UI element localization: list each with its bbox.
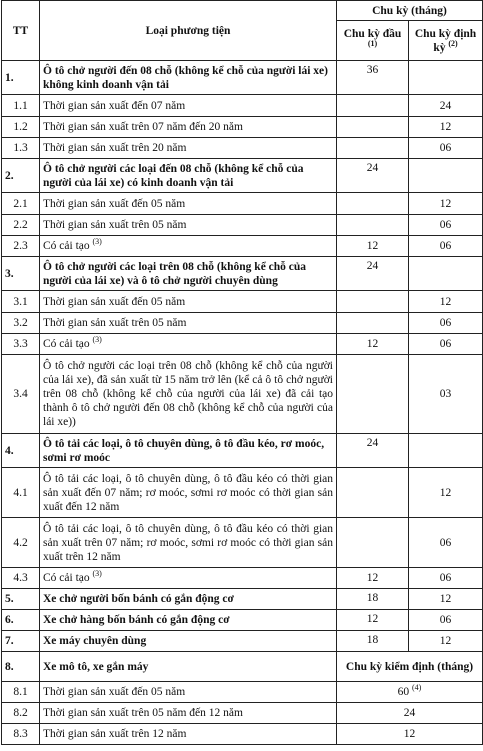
row-label: Thời gian sản xuất trên 05 năm đến 12 năm (40, 703, 337, 724)
periodic-cycle-value: 12 (409, 117, 483, 138)
first-cycle-value: 12 (337, 334, 409, 355)
row-number: 1. (2, 61, 40, 95)
row-label: Thời gian sản xuất đến 05 năm (40, 291, 337, 313)
inspection-cycle-table (1, 0, 483, 745)
table-row (2, 631, 483, 652)
row-label: Ô tô tải các loại, ô tô chuyên dùng, ô tô đầu kéo có thời gian sản xuất đến 07 năm; rơ moóc, sơmi rơ moóc có thời gian sản xuất đến 12 năm (40, 468, 337, 518)
first-cycle-value: 12 (337, 568, 409, 589)
first-cycle-value (337, 215, 409, 236)
periodic-cycle-value: 12 (409, 631, 483, 652)
row-label: Xe chở người bốn bánh có gắn động cơ (40, 589, 337, 610)
row-number: 2.1 (2, 193, 40, 215)
row-number: 2. (2, 159, 40, 193)
periodic-cycle-value: 12 (409, 193, 483, 215)
row-label: Có cải tạo $^{(3)}$ (40, 334, 337, 355)
periodic-cycle-value: 24 (409, 95, 483, 117)
table-row (2, 468, 483, 518)
table-row (2, 159, 483, 193)
table-row (2, 355, 483, 434)
row-number: 1.3 (2, 138, 40, 159)
periodic-cycle-value (409, 61, 483, 95)
first-cycle-value (337, 291, 409, 313)
periodic-cycle-value: 06 (409, 518, 483, 568)
table-row (2, 236, 483, 257)
row-label: Xe chở hàng bốn bánh có gắn động cơ (40, 610, 337, 631)
table-row (2, 434, 483, 468)
periodic-cycle-value: 06 (409, 313, 483, 334)
row-number: 8. (2, 652, 40, 682)
header-periodic-cycle: Chu kỳ định kỳ $^{(2)}$ (409, 21, 483, 61)
first-cycle-value: 12 (337, 610, 409, 631)
row-label: Ô tô tải các loại, ô tô chuyên dùng, ô tô đầu kéo có thời gian sản xuất trên 07 năm; rơ moóc, sơmi rơ moóc có thời gian sản xuất trên 12 năm (40, 518, 337, 568)
row-number: 3.1 (2, 291, 40, 313)
first-cycle-value (337, 518, 409, 568)
periodic-cycle-value (409, 159, 483, 193)
first-cycle-value: 18 (337, 589, 409, 610)
periodic-cycle-value (409, 434, 483, 468)
first-cycle-value (337, 193, 409, 215)
row-label: Thời gian sản xuất trên 12 năm (40, 724, 337, 745)
first-cycle-value (337, 95, 409, 117)
header-tt: TT (2, 1, 40, 61)
row-label: Ô tô chở người các loại trên 08 chỗ (không kể chỗ của người của lái xe), đã sản xuất từ 15 năm trở lên (kể cả ô tô chở người trên 08 chỗ (không kể chỗ của người của lái xe) đã cải tạo thành ô tô chở người đến 08 chỗ (không kể chỗ của người của lái xe)) (40, 355, 337, 434)
row-number: 8.1 (2, 682, 40, 703)
table-row (2, 215, 483, 236)
table-row (2, 257, 483, 291)
table-row (2, 518, 483, 568)
row-number: 2.3 (2, 236, 40, 257)
row-number: 3.4 (2, 355, 40, 434)
table-row (2, 703, 483, 724)
row-label: Xe mô tô, xe gắn máy (40, 652, 337, 682)
periodic-cycle-value: 03 (409, 355, 483, 434)
table-row (2, 652, 483, 682)
motorbike-cycle-header: Chu kỳ kiểm định (tháng) (337, 652, 483, 682)
table-row (2, 568, 483, 589)
first-cycle-value (337, 355, 409, 434)
first-cycle-value: 18 (337, 631, 409, 652)
row-number: 1.2 (2, 117, 40, 138)
row-label: Thời gian sản xuất trên 05 năm (40, 215, 337, 236)
table-row (2, 334, 483, 355)
first-cycle-value (337, 138, 409, 159)
row-number: 1.1 (2, 95, 40, 117)
header-vehicle-type: Loại phương tiện (40, 1, 337, 61)
first-cycle-value: 24 (337, 257, 409, 291)
motorbike-cycle-value: 24 (337, 703, 483, 724)
row-number: 4. (2, 434, 40, 468)
row-label: Có cải tạo $^{(3)}$ (40, 236, 337, 257)
row-label: Thời gian sản xuất trên 20 năm (40, 138, 337, 159)
row-number: 4.2 (2, 518, 40, 568)
row-number: 6. (2, 610, 40, 631)
header-first-cycle: Chu kỳ đầu $^{(1)}$ (337, 21, 409, 61)
row-label: Ô tô chở người đến 08 chỗ (không kể chỗ của người lái xe) không kinh doanh vận tải (40, 61, 337, 95)
periodic-cycle-value: 06 (409, 236, 483, 257)
periodic-cycle-value: 12 (409, 291, 483, 313)
row-label: Thời gian sản xuất trên 07 năm đến 20 năm (40, 117, 337, 138)
first-cycle-value: 24 (337, 434, 409, 468)
table-row (2, 589, 483, 610)
row-label: Ô tô chở người các loại đến 08 chỗ (không kể chỗ của người của lái xe) có kinh doanh vận tải (40, 159, 337, 193)
first-cycle-value (337, 117, 409, 138)
row-label: Thời gian sản xuất đến 05 năm (40, 682, 337, 703)
periodic-cycle-value: 12 (409, 589, 483, 610)
first-cycle-value: 24 (337, 159, 409, 193)
periodic-cycle-value: 06 (409, 215, 483, 236)
row-number: 3.3 (2, 334, 40, 355)
row-label: Thời gian sản xuất đến 05 năm (40, 193, 337, 215)
periodic-cycle-value: 12 (409, 468, 483, 518)
first-cycle-value (337, 313, 409, 334)
row-number: 4.3 (2, 568, 40, 589)
row-number: 4.1 (2, 468, 40, 518)
row-label: Thời gian sản xuất trên 05 năm (40, 313, 337, 334)
table-row (2, 610, 483, 631)
table-row (2, 291, 483, 313)
row-label: Xe máy chuyên dùng (40, 631, 337, 652)
row-label: Thời gian sản xuất đến 07 năm (40, 95, 337, 117)
table-row (2, 313, 483, 334)
first-cycle-value (337, 468, 409, 518)
row-label: Có cải tạo $^{(3)}$ (40, 568, 337, 589)
row-number: 3.2 (2, 313, 40, 334)
row-label: Ô tô chở người các loại trên 08 chỗ (không kể chỗ của người của lái xe) và ô tô chở người chuyên dùng (40, 257, 337, 291)
row-number: 8.3 (2, 724, 40, 745)
first-cycle-value: 36 (337, 61, 409, 95)
table-row (2, 117, 483, 138)
table-row (2, 95, 483, 117)
periodic-cycle-value (409, 257, 483, 291)
table-row (2, 193, 483, 215)
row-number: 5. (2, 589, 40, 610)
periodic-cycle-value: 06 (409, 334, 483, 355)
row-number: 2.2 (2, 215, 40, 236)
motorbike-cycle-value: 12 (337, 724, 483, 745)
motorbike-cycle-value: 60 $^{(4)}$ (337, 682, 483, 703)
row-number: 7. (2, 631, 40, 652)
first-cycle-value: 12 (337, 236, 409, 257)
table-row (2, 138, 483, 159)
periodic-cycle-value: 06 (409, 138, 483, 159)
periodic-cycle-value: 06 (409, 568, 483, 589)
table-row (2, 61, 483, 95)
row-label: Ô tô tải các loại, ô tô chuyên dùng, ô tô đầu kéo, rơ moóc, sơmi rơ moóc (40, 434, 337, 468)
table-row (2, 724, 483, 745)
table-row (2, 682, 483, 703)
header-cycle-months: Chu kỳ (tháng) (337, 1, 483, 21)
row-number: 3. (2, 257, 40, 291)
row-number: 8.2 (2, 703, 40, 724)
periodic-cycle-value: 06 (409, 610, 483, 631)
